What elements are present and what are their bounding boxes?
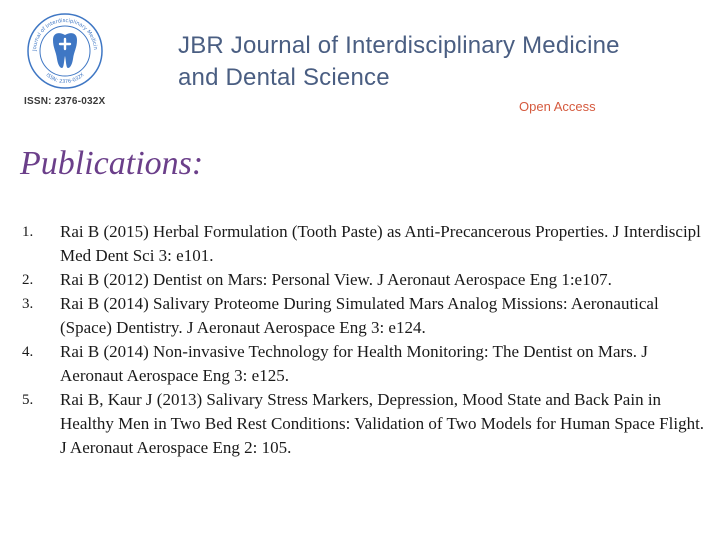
publications-heading: Publications: [20,145,204,182]
publication-number: 3. [22,296,34,312]
svg-text:ISSN: 2376-032X: ISSN: 2376-032X [44,72,86,86]
open-access-label: Open Access [519,99,596,114]
publication-citation: Rai B, Kaur J (2013) Salivary Stress Markers, Depression, Mood State and Back Pain in Healthy Men in Two Bed Rest Conditions: Validation of Two Models for Human Space Flight. J Aeronaut Aerospace Eng 2: 105. [60,390,705,457]
svg-text:Journal of Interdisciplinary M: Journal of Interdisciplinary Medicin [31,17,99,52]
publication-number: 2. [22,272,34,288]
publication-citation: Rai B (2015) Herbal Formulation (Tooth Paste) as Anti-Precancerous Properties. J Interdiscipl Med Dent Sci 3: e101. [60,222,701,265]
publication-item [22,268,712,292]
publication-number: 1. [22,224,34,240]
publication-citation: Rai B (2014) Salivary Proteome During Simulated Mars Analog Missions: Aeronautical (Space) Dentistry. J Aeronaut Aerospace Eng 3: e124. [60,294,659,337]
publication-item [22,220,712,268]
publication-citation: Rai B (2014) Non-invasive Technology for Health Monitoring: The Dentist on Mars. J Aeronaut Aerospace Eng 3: e125. [60,342,648,385]
journal-title-line-2: and Dental Science [178,64,390,91]
publication-citation: Rai B (2012) Dentist on Mars: Personal View. J Aeronaut Aerospace Eng 1:e107. [60,270,612,289]
publication-item [22,388,712,460]
publication-list [22,220,712,460]
tooth-seal-icon [26,12,104,90]
journal-title [178,30,620,94]
journal-title-line-1: JBR Journal of Interdisciplinary Medicine [178,32,620,59]
journal-logo [26,12,104,90]
publication-number: 4. [22,344,34,360]
publication-item [22,340,712,388]
issn-label: ISSN: 2376-032X [24,96,106,107]
publication-item [22,292,712,340]
publication-number: 5. [22,392,34,408]
